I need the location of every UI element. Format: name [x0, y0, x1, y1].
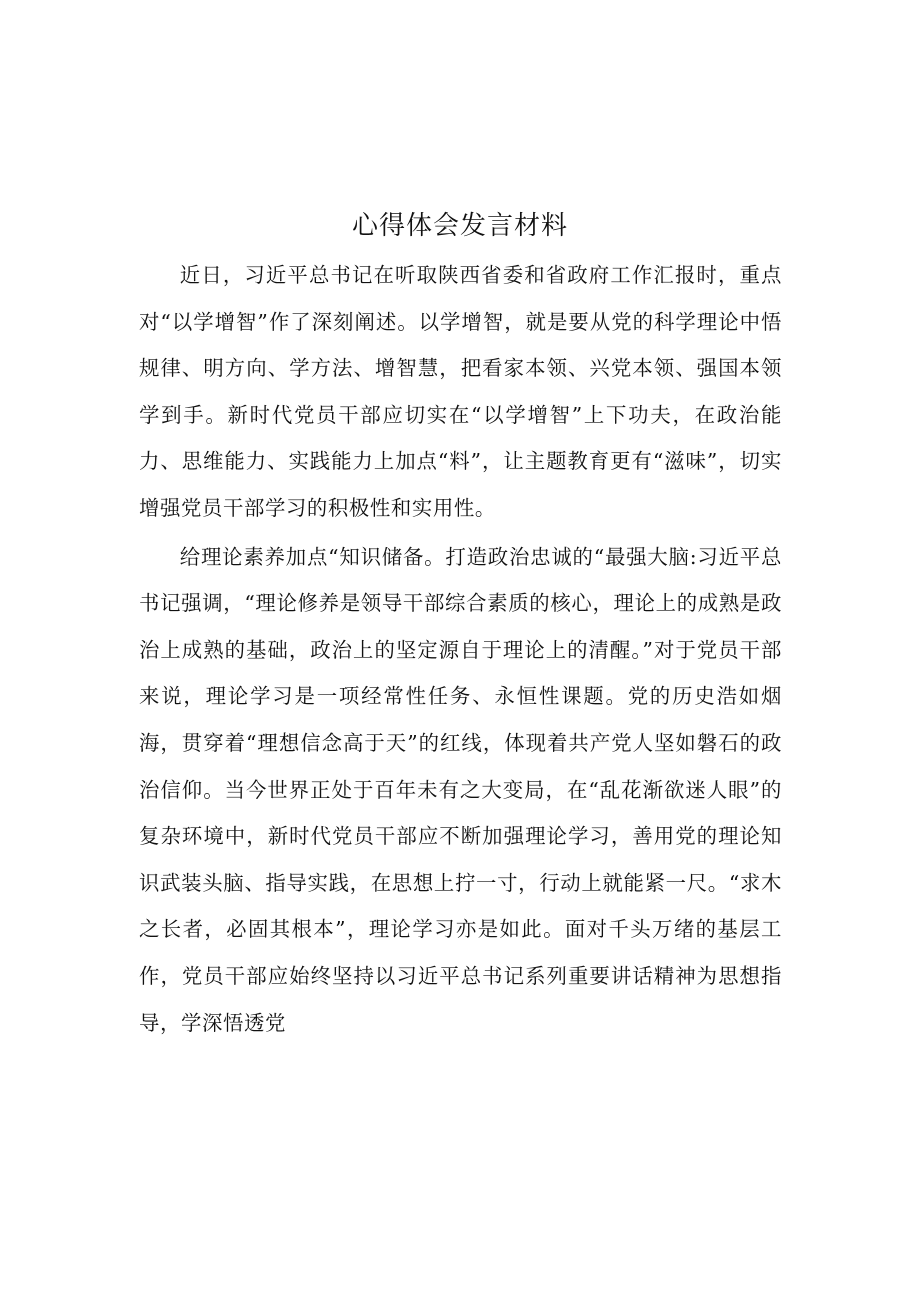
- paragraph-2: 给理论素养加点“知识储备。打造政治忠诚的“最强大脑:习近平总书记强调，“理论修养是领导干部综合素质的核心，理论上的成熟是政治上成熟的基础，政治上的坚定源自于理论上的清醒。”对于党员干部来说，理论学习是一项经常性任务、永恒性课题。党的历史浩如烟海，贯穿着“理想信念高于天”的红线，体现着共产党人坚如磐石的政治信仰。当今世界正处于百年未有之大变局，在“乱花渐欲迷人眼”的复杂环境中，新时代党员干部应不断加强理论学习，善用党的理论知识武装头脑、指导实践，在思想上拧一寸，行动上就能紧一尺。“求木之长者，必固其根本”，理论学习亦是如此。面对千头万绪的基层工作，党员干部应始终坚持以习近平总书记系列重要讲话精神为思想指导，学深悟透党: [139, 544, 782, 1035]
- document-title: 心得体会发言材料: [351, 211, 568, 241]
- paragraph-1: 近日，习近平总书记在听取陕西省委和省政府工作汇报时，重点对“以学增智”作了深刻阐述。以学增智，就是要从党的科学理论中悟规律、明方向、学方法、增智慧，把看家本领、兴党本领、强国本领学到手。新时代党员干部应切实在“以学增智”上下功夫，在政治能力、思维能力、实践能力上加点“料”，让主题教育更有“滋味”，切实增强党员干部学习的积极性和实用性。: [139, 263, 782, 520]
- document-body: [139, 252, 782, 1048]
